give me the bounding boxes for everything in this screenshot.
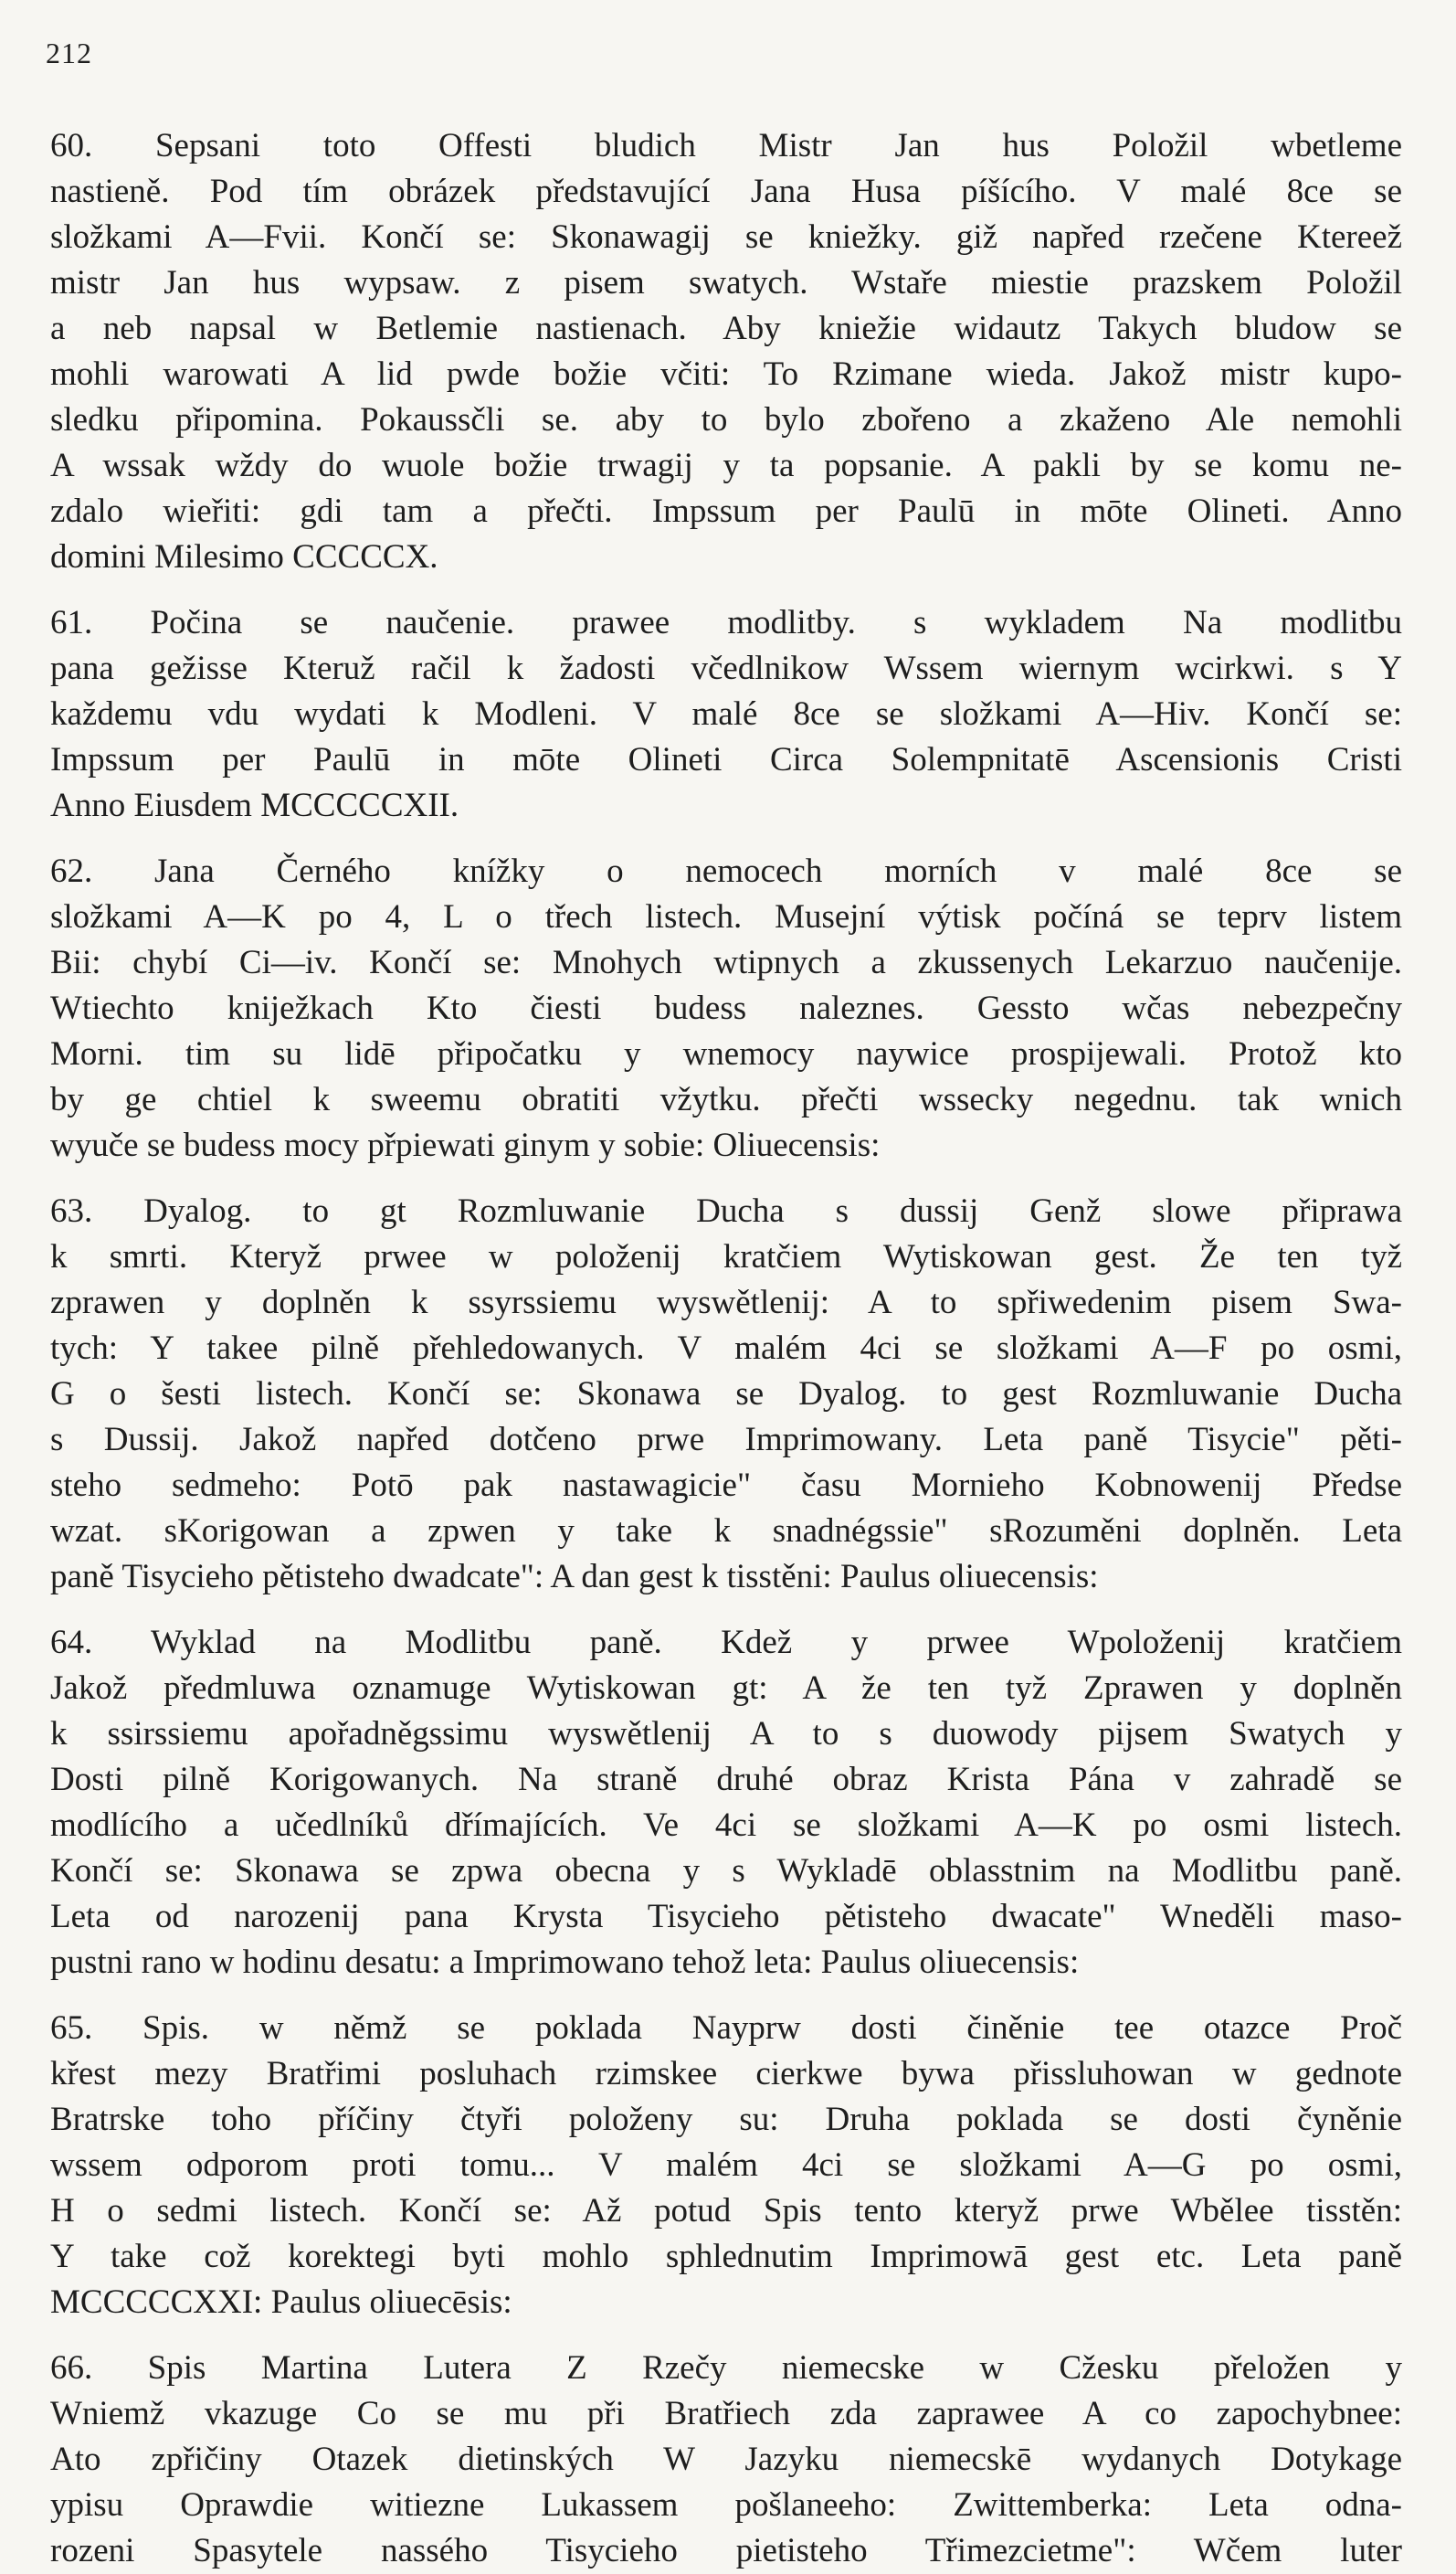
text-line: nastieně. Pod tím obrázek představující Jana Husa píšícího. V malé 8ce se [50, 173, 1402, 210]
catalog-text [50, 123, 1402, 2574]
text-line: rozeni Spasytele nassého Tisycieho pietisteho Třimezcietme": Wčem luter [50, 2532, 1402, 2569]
text-line: křest mezy Bratřimi posluhach rzimskee cierkwe bywa přissluhowan w gednote [50, 2055, 1402, 2092]
text-line: sledku připomina. Pokaussčli se. aby to bylo zbořeno a zkaženo Ale nemohli [50, 401, 1402, 439]
text-line: H o sedmi listech. Končí se: Až potud Spis tento kteryž prwe Wbělee tisstěn: [50, 2192, 1402, 2230]
text-line: Ato zpřičiny Otazek dietinských W Jazyku niemecskē wydanych Dotykage [50, 2441, 1402, 2478]
text-line: wzat. sKorigowan a zpwen y take k snadnégssie" sRozuměni doplněn. Leta [50, 1512, 1402, 1550]
text-line: 60. Sepsani toto Offesti bludich Mistr Jan hus Položil wbetleme [50, 127, 1402, 164]
text-line: Končí se: Skonawa se zpwa obecna y s Wykladē oblasstnim na Modlitbu paně. [50, 1852, 1402, 1890]
text-line: Leta od narozenij pana Krysta Tisycieho pětisteho dwacate" Wneděli maso- [50, 1898, 1402, 1935]
text-line: 61. Počina se naučenie. prawee modlitby. s wykladem Na modlitbu [50, 604, 1402, 641]
text-line: wyuče se budess mocy přpiewati ginym y sobie: Oliuecensis: [50, 1127, 881, 1164]
text-line: pustni rano w hodinu desatu: a Imprimowano tehož leta: Paulus oliuecensis: [50, 1944, 1080, 1981]
text-line: složkami A—Fvii. Končí se: Skonawagij se kniežky. giž napřed rzečene Ktereež [50, 218, 1402, 256]
catalog-entry-61 [50, 600, 1402, 829]
text-line: zprawen y doplněn k ssyrssiemu wyswětlenij: A to spřiwedenim pisem Swa- [50, 1284, 1402, 1321]
text-line: 64. Wyklad na Modlitbu paně. Kdež y prwee Wpoloženij kratčiem [50, 1624, 1402, 1661]
text-line: k smrti. Kteryž prwee w položenij kratčiem Wytiskowan gest. Že ten tyž [50, 1238, 1402, 1276]
text-line: Morni. tim su lidē připočatku y wnemocy naywice prospijewali. Protož kto [50, 1035, 1402, 1073]
text-line: Bii: chybí Ci—iv. Končí se: Mnohych wtipnych a zkussenych Lekarzuo naučenije. [50, 944, 1402, 981]
catalog-entry-63 [50, 1189, 1402, 1600]
text-line: domini Milesimo CCCCCX. [50, 538, 438, 576]
text-line: tych: Y takee pilně přehledowanych. V malém 4ci se složkami A—F po osmi, [50, 1329, 1402, 1367]
text-line: složkami A—K po 4, L o třech listech. Musejní výtisk počíná se teprv listem [50, 898, 1402, 936]
text-line: k ssirssiemu apořadněgssimu wyswětlenij A to s duowody pijsem Swatych y [50, 1715, 1402, 1753]
page-number: 212 [46, 37, 92, 69]
catalog-entry-62 [50, 849, 1402, 1169]
catalog-entry-64 [50, 1620, 1402, 1986]
text-line: Jakož předmluwa oznamuge Wytiskowan gt: A že ten tyž Zprawen y doplněn [50, 1669, 1402, 1707]
text-line: Y take což korektegi byti mohlo sphlednutim Imprimowā gest etc. Leta paně [50, 2238, 1402, 2275]
text-line: G o šesti listech. Končí se: Skonawa se Dyalog. to gest Rozmluwanie Ducha [50, 1375, 1402, 1413]
text-line: zdalo wieřiti: gdi tam a přečti. Impssum per Paulū in mōte Olineti. Anno [50, 493, 1402, 530]
text-line: MCCCCCXXI: Paulus oliuecēsis: [50, 2283, 512, 2321]
text-line: Wniemž vkazuge Co se mu při Bratřiech zda zaprawee A co zapochybnee: [50, 2395, 1402, 2432]
text-line: 63. Dyalog. to gt Rozmluwanie Ducha s dussij Genž slowe připrawa [50, 1192, 1402, 1230]
text-line: a neb napsal w Betlemie nastienach. Aby kniežie widautz Takych bludow se [50, 310, 1402, 347]
text-line: každemu vdu wydati k Modleni. V malé 8ce se složkami A—Hiv. Končí se: [50, 695, 1402, 733]
text-line: Impssum per Paulū in mōte Olineti Circa Solempnitatē Ascensionis Cristi [50, 741, 1402, 779]
catalog-entry-60 [50, 123, 1402, 580]
text-line: steho sedmeho: Potō pak nastawagicie" času Mornieho Kobnowenij Předse [50, 1467, 1402, 1504]
text-line: mohli warowati A lid pwde božie včiti: To Rzimane wieda. Jakož mistr kupo- [50, 355, 1402, 393]
text-line: 66. Spis Martina Lutera Z Rzečy niemecske w Cžesku přeložen y [50, 2349, 1402, 2387]
text-line: modlícího a učedlníků dřímajících. Ve 4ci se složkami A—K po osmi listech. [50, 1806, 1402, 1844]
catalog-entry-65 [50, 2006, 1402, 2325]
text-line: s Dussij. Jakož napřed dotčeno prwe Imprimowany. Leta paně Tisycie" pěti- [50, 1421, 1402, 1458]
text-line: paně Tisycieho pětisteho dwadcate": A dan gest k tisstěni: Paulus oliuecensis: [50, 1558, 1099, 1595]
text-line: Anno Eiusdem MCCCCCXII. [50, 787, 459, 824]
text-line: ypisu Oprawdie witiezne Lukassem pošlaneeho: Zwittemberka: Leta odna- [50, 2486, 1402, 2524]
text-line: Wtiechto kniježkach Kto čiesti budess naleznes. Gessto wčas nebezpečny [50, 990, 1402, 1027]
text-line: wssem odporom proti tomu... V malém 4ci se složkami A—G po osmi, [50, 2146, 1402, 2184]
text-line: mistr Jan hus wypsaw. z pisem swatych. Wstaře miestie prazskem Položil [50, 264, 1402, 302]
text-line: Bratrske toho příčiny čtyři položeny su: Druha poklada se dosti čyněnie [50, 2101, 1402, 2138]
catalog-entry-66 [50, 2346, 1402, 2574]
text-line: 65. Spis. w němž se poklada Nayprw dosti činěnie tee otazce Proč [50, 2009, 1402, 2047]
text-line: 62. Jana Černého knížky o nemocech morních v malé 8ce se [50, 853, 1402, 890]
text-line: by ge chtiel k sweemu obratiti vžytku. přečti wssecky negednu. tak wnich [50, 1081, 1402, 1118]
text-line: Dosti pilně Korigowanych. Na straně druhé obraz Krista Pána v zahradě se [50, 1761, 1402, 1798]
text-line: pana gežisse Kteruž račil k žadosti včedlnikow Wssem wiernym wcirkwi. s Y [50, 650, 1402, 687]
text-line: A wssak wždy do wuole božie trwagij y ta popsanie. A pakli by se komu ne- [50, 447, 1402, 484]
